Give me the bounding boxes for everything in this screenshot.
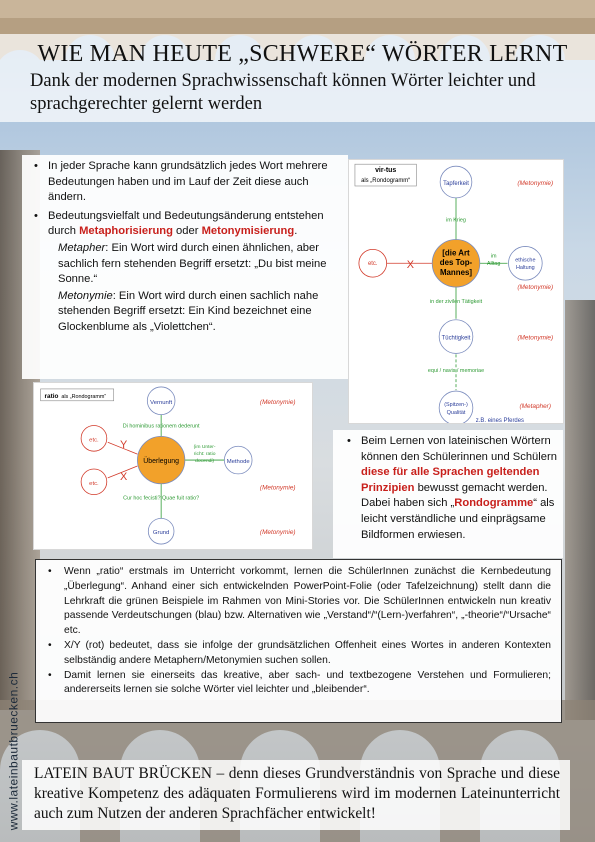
learning-highlight: diese für alle Sprachen geltenden Prinzipien — [361, 466, 540, 494]
link-label: docendi) — [195, 459, 215, 465]
virtus-rondogramm — [348, 159, 564, 424]
page-title: WIE MAN HEUTE „SCHWERE“ WÖRTER LERNT — [37, 41, 568, 67]
link-label: Cur hoc fecisti? Quae fuit ratio? — [123, 495, 200, 502]
node-label: etc. — [89, 437, 99, 444]
y-mark: Y — [119, 439, 128, 452]
metonymie-label: (Metonymie) — [259, 529, 296, 537]
method-item: • Wenn „ratio“ erstmals im Unterricht vorkommt, lernen die SchülerInnen zunächst die Kernbedeutung „Überlegung“. Anhand einer sich entwickelnden PowerPoint-Folie (oder Tafelzeichnung) stellt dann die Lehrkraft die grünen Beispiele im Rahmen von Mini-Stories vor. Die SchülerInnen entwickeln nun kreativ passende Verdeutschungen (blau) bzw. Alternativen wie „Verstand“/“(Lern-)verfahren“, „-theorie“/“Ursache“ etc. — [44, 565, 551, 639]
metapher-term: Metapher — [58, 241, 106, 254]
ratio-rondogramm — [33, 382, 313, 550]
metonymie-definition — [34, 289, 336, 336]
intro-text: Bedeutungsvielfalt und Bedeutungsänderung entstehen durch — [48, 209, 324, 238]
node-label: Haltung — [515, 265, 535, 272]
ratio-subtitle: als „Rondogramm“ — [61, 393, 107, 400]
metonymie-term: Metonymie — [58, 289, 113, 302]
link-label: (im Unter- — [193, 445, 216, 451]
term-metonymisierung: Metonymisierung — [201, 225, 295, 238]
example-label: z.B. eines Pferdes — [475, 417, 525, 423]
method-box — [35, 559, 562, 723]
intro-bullet — [34, 209, 336, 240]
node-label: etc. — [89, 480, 99, 487]
metonymie-label: (Metonymie) — [517, 284, 554, 292]
link-label: Di hominibus rationem dederunt — [122, 423, 200, 430]
method-item: • Damit lernen sie einerseits das kreative, aber sach- und textbezogene Verstehen und Formulieren; andererseits lernen sie solche Wörter viel leichter und „bleibender“. — [44, 669, 551, 699]
center-line: Mannes] — [439, 268, 473, 278]
node-label: ethische — [515, 257, 536, 264]
learning-text: bewusst gemacht werden. Dabei haben sich „ — [361, 481, 548, 510]
learning-card — [333, 430, 563, 558]
x-mark: X — [119, 470, 128, 483]
website-url-vertical — [0, 668, 26, 833]
metonymie-label: (Metonymie) — [517, 179, 554, 187]
link-label: equi / navis / memoriae — [427, 368, 485, 375]
node-label: Tapferkeit — [443, 180, 469, 187]
metapher-text: : Ein Wort wird durch einen ähnlichen, aber sachlich fern stehenden Begriff ersetzt: „Du bist meine Sonne.“ — [58, 241, 327, 286]
node-label: Methode — [226, 459, 250, 466]
node-label: etc. — [367, 261, 378, 268]
term-rondogramme: Rondogramme — [454, 497, 534, 510]
metonymie-label: (Metonymie) — [517, 334, 554, 342]
link-label: Alltag — [486, 261, 501, 268]
link-label: richt: ratio — [193, 452, 216, 458]
metonymie-label: (Metonymie) — [259, 484, 296, 492]
center-line: [die Art — [442, 248, 470, 258]
intro-text: oder — [172, 225, 202, 238]
metapher-label: (Metapher) — [519, 402, 551, 410]
center-line: des Top- — [439, 258, 473, 268]
ratio-title: ratio — [44, 392, 59, 400]
link-label: im Krieg — [446, 217, 466, 224]
metonymie-label: (Metonymie) — [259, 398, 296, 406]
metonymie-text: : Ein Wort wird durch einen sachlich nahe stehenden Begriff ersetzt: Ein Kind bezeichnet eine Glockenblume als „Violettchen“. — [58, 289, 319, 333]
stone-pillar-right — [565, 300, 595, 720]
x-mark: X — [406, 259, 415, 272]
learning-bullet — [347, 434, 559, 543]
intro-card — [22, 155, 348, 379]
virtus-title: vir-tus — [375, 167, 397, 175]
node-label: Tüchtigkeit — [441, 335, 471, 342]
learning-text: “ als leicht verständliche und einprägsame Bildformen erwiesen. — [361, 497, 555, 541]
virtus-subtitle: als „Rondogramm“ — [361, 178, 411, 185]
intro-text: . — [294, 225, 298, 238]
node-label: Qualität — [446, 409, 466, 416]
intro-bullet — [34, 159, 336, 206]
method-item: • X/Y (rot) bedeutet, dass sie infolge der grundsätzlichen Offenheit eines Wortes in anderen Kontexten selbständig andere Metaphern/Metonymien suchen sollen. — [44, 639, 551, 669]
footer-text: LATEIN BAUT BRÜCKEN – denn dieses Grundverständnis von Sprache und diese kreative Kompetenz des adäquaten Formulierens wird im modernen Lateinunterricht auch zum Nutzen der anderen Sprachfächer entwickelt! — [34, 765, 560, 822]
website-url: www.lateinbautbruecken.ch — [6, 671, 20, 830]
header-band — [0, 34, 595, 122]
node-label: Vernunft — [150, 399, 173, 406]
node-label: Grund — [152, 530, 170, 537]
footer-statement — [22, 760, 570, 830]
metapher-definition — [34, 241, 336, 288]
center-label: Überlegung — [143, 458, 180, 466]
link-label: im — [490, 253, 497, 260]
intro-bullet-text: In jeder Sprache kann grundsätzlich jedes Wort mehrere Bedeutungen haben und im Lauf der Zeit diese auch ändern. — [48, 160, 328, 204]
link-label: in der zivilen Tätigkeit — [429, 298, 483, 305]
page-subtitle: Dank der modernen Sprachwissenschaft können Wörter leichter und sprachgerechter gelernt werden — [30, 71, 536, 114]
learning-text: Beim Lernen von lateinischen Wörtern können den Schülerinnen und Schülern — [361, 435, 557, 463]
node-label: (Spitzen-) — [444, 401, 468, 408]
term-metaphorisierung: Metaphorisierung — [79, 225, 173, 238]
